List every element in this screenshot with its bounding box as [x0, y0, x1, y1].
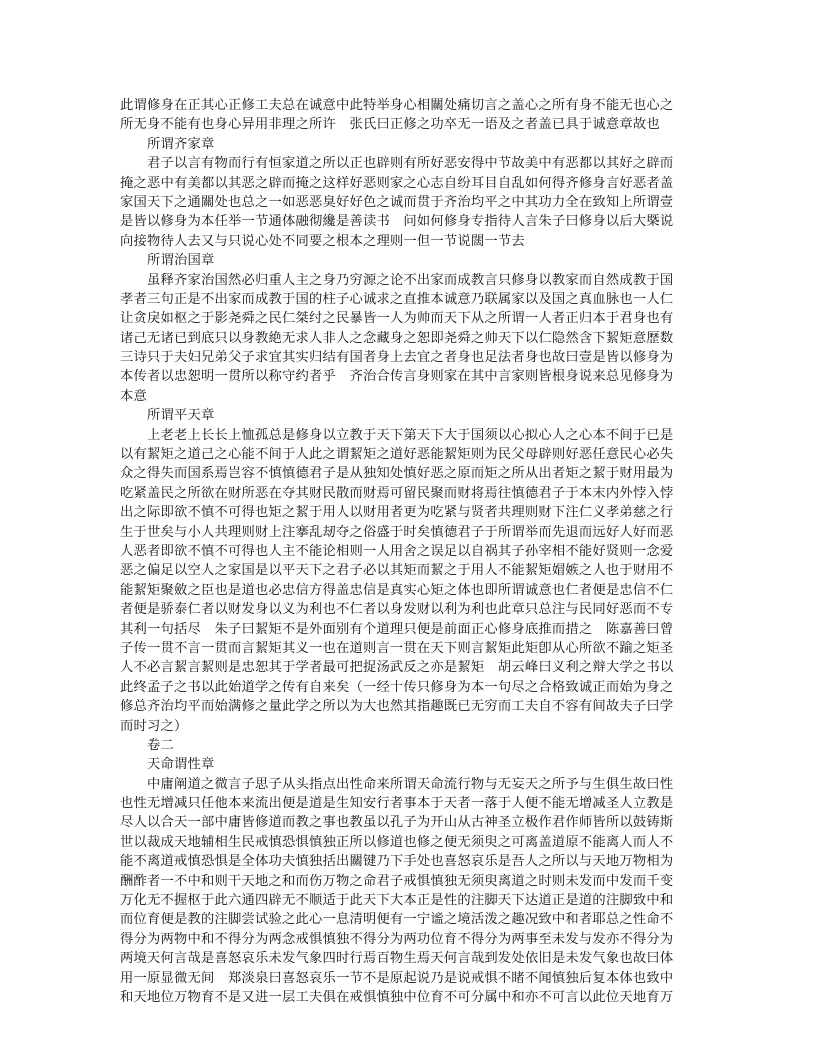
text-line: 和天地位万物育不是又进一层工夫俱在戒惧慎独中位育不可分属中和亦不可言以此位天地育万	[120, 989, 674, 1005]
text-line: 此终孟子之书以此始道学之传有自来矣（一经十传只修身为本一句尽之合格致诚正而始为身之	[120, 679, 674, 695]
text-line: 孝者三句正是不出家而成教于国的柱子心诚求之直推本诚意乃联属家以及国之真血脉也一人仁	[120, 291, 674, 307]
text-line: 中庸阐道之微言子思子从头指点出性命来所谓天命流行物与无妄天之所予与生俱生故曰性	[147, 776, 674, 792]
section-heading: 所谓治国章	[147, 253, 215, 269]
text-line: 出之际即欲不慎不可得也矩之絜于用人以财用者更为吃紧与贤者共理则财下注仁义孝弟慈之行	[120, 505, 674, 521]
text-line: 能絜矩聚斂之臣也是道也必忠信方得盖忠信是真实心矩之体也即所谓诚意也仁者便是忠信不仁	[120, 582, 674, 598]
text-line: 也性无增减只任他本来流出便是道是生知安行者事本于天者一落于人便不能无增减圣人立教是	[120, 796, 674, 812]
text-line: 上老老上长长上恤孤总是修身以立教于天下第天下大于国须以心拟心人之心本不间于已是	[147, 427, 674, 443]
text-line: 者便是骄泰仁者以财发身以义为利也不仁者以身发财以利为利也此章只总注与民同好恶而不专	[120, 602, 674, 618]
text-line: 三诗只于夫妇兄弟父子求宜其实归结有国者身上去宜之者身也足法者身也故曰壹是皆以修身为	[120, 350, 674, 366]
text-line: 万化无不握枢于此六通四辟无不顺适于此天下大本正是性的注脚天下达道正是道的注脚致中和	[120, 893, 674, 909]
text-line: 生于世矣与小人共理则财上注搴乱刼夺之俗盛于时矣慎德君子于所谓举而先退而远好人好而恶	[120, 524, 674, 540]
section-heading: 所谓齐家章	[147, 136, 215, 152]
text-line: 用一原显微无间 郑淡泉曰喜怒哀乐一节不是原起说乃是说戒惧不睹不闻慎独后复本体也致中	[120, 970, 674, 986]
text-line: 掩之恶中有美都以其恶之辟而掩之这样好恶则家之心志自纷耳目自乱如何得齐修身言好恶者盖	[120, 175, 674, 191]
text-line: 君子以言有物而行有恒家道之所以正也辟则有所好恶安得中节故美中有恶都以其好之辟而	[147, 156, 674, 172]
text-line: 而位育便是教的注脚尝试验之此心一息清明便有一宁谧之境活泼之趣况致中和者耶总之性命不	[120, 912, 674, 928]
text-line: 家国天下之通關处也总之一如恶恶臭好好色之诚而贯于齐治均平之中其功力全在致知上所谓壹	[120, 194, 674, 210]
text-line: 人恶者即欲不慎不可得也人主不能论相则一人用舍之误足以自祸其子孙宰相不能好贤则一念爱	[120, 543, 674, 559]
text-line: 修总齐治均平而始满修之量此学之所以为大也然其指趣既已无穷而工夫自不容有间故夫子曰学	[120, 699, 674, 715]
text-line: 向接物待人去又与只说心处不同要之根本之理则一但一节说闊一节去	[120, 233, 525, 249]
text-line: 是皆以修身为本任举一节通体融彻纔是善读书 问如何修身专指待人言朱子曰修身以后大槩说	[120, 214, 674, 230]
text-line: 虽释齐家治国然必归重人主之身乃穷源之论不出家而成教言只修身以教家而自然成教于国	[147, 272, 674, 288]
text-line: 以有絜矩之道己之心能不间于人此之谓絜矩之道好恶能絜矩则为民父母辟则好恶任意民心必失	[120, 447, 674, 463]
text-line: 本意	[120, 388, 147, 404]
text-line: 酬酢者一不中和则干天地之和而伤万物之命君子戒惧慎独无须臾离道之时则未发而中发而千变	[120, 873, 674, 889]
section-heading: 卷二	[147, 737, 174, 753]
text-line: 两境天何言哉是喜怒哀乐未发气象四时行焉百物生焉天何言哉到发处依旧是未发气象也故曰体	[120, 951, 674, 967]
document-page	[120, 96, 697, 1007]
text-line: 尽人以合天一部中庸皆修道而教之事也教虽以孔子为开山从古神圣立极作君作师皆所以鼓铸斯	[120, 815, 674, 831]
text-line: 能不离道戒慎恐惧是全体功夫慎独括出關键乃下手处也喜怒哀乐是吾人之所以与天地万物相为	[120, 854, 674, 870]
text-line: 人不必言絜言絜则是忠恕其于学者最可把捉汤武反之亦是絜矩 胡云峰曰义利之辩大学之书以	[120, 660, 674, 676]
text-line: 子传一贯不言一贯而言絜矩其义一也在道则言一贯在天下则言絜矩此矩卽从心所欲不踰之矩圣	[120, 640, 674, 656]
text-line: 本传者以忠恕明一贯所以称守约者乎 齐治合传言身则家在其中言家则皆根身说来总见修身为	[120, 369, 674, 385]
text-line: 恶之偏足以空人之家国是以平天下之君子必以其矩而絜之于用人不能絜矩媢嫉之人也于财用不	[120, 563, 674, 579]
section-heading: 所谓平天章	[147, 408, 215, 424]
text-line: 其利一句括尽 朱子曰絜矩不是外面别有个道理只便是前面正心修身底推而措之 陈嘉善曰曾	[120, 621, 674, 637]
text-line: 让贪戾如枢之于影尧舜之民仁桀纣之民暴皆一人为帅而天下从之所谓一人者正归本于君身也有	[120, 311, 674, 327]
text-line: 众之得失而国系焉岂容不慎慎德君子是从独知处慎好恶之原而矩之所从出者矩之絜于财用最为	[120, 466, 674, 482]
text-line: 得分为两物中和不得分为两念戒惧慎独不得分为两功位育不得分为两事至未发与发亦不得分为	[120, 931, 674, 947]
text-line: 诸己无诸已到底只以身教絶无求人非人之念藏身之恕即尧舜之帅天下以仁隐然含下絜矩意歷数	[120, 330, 674, 346]
text-line: 而时习之）	[120, 718, 188, 734]
section-heading: 天命谓性章	[147, 757, 215, 773]
text-line: 吃紧盖民之所欲在财所恶在夺其财民散而财焉可留民聚而财将焉往慎德君子于本末内外悖入悖	[120, 485, 674, 501]
text-line: 世以裁成天地辅相生民戒慎恐惧慎独正所以修道也修之便无须臾之可离盖道原不能离人而人不	[120, 834, 674, 850]
text-line: 此谓修身在正其心正修工夫总在诚意中此特举身心相關处痛切言之盖心之所有身不能无也心之	[120, 98, 674, 113]
text-line: 所无身不能有也身心异用非理之所许 张氏曰正修之功卒无一语及之者盖已具于诚意章故也	[120, 117, 660, 133]
